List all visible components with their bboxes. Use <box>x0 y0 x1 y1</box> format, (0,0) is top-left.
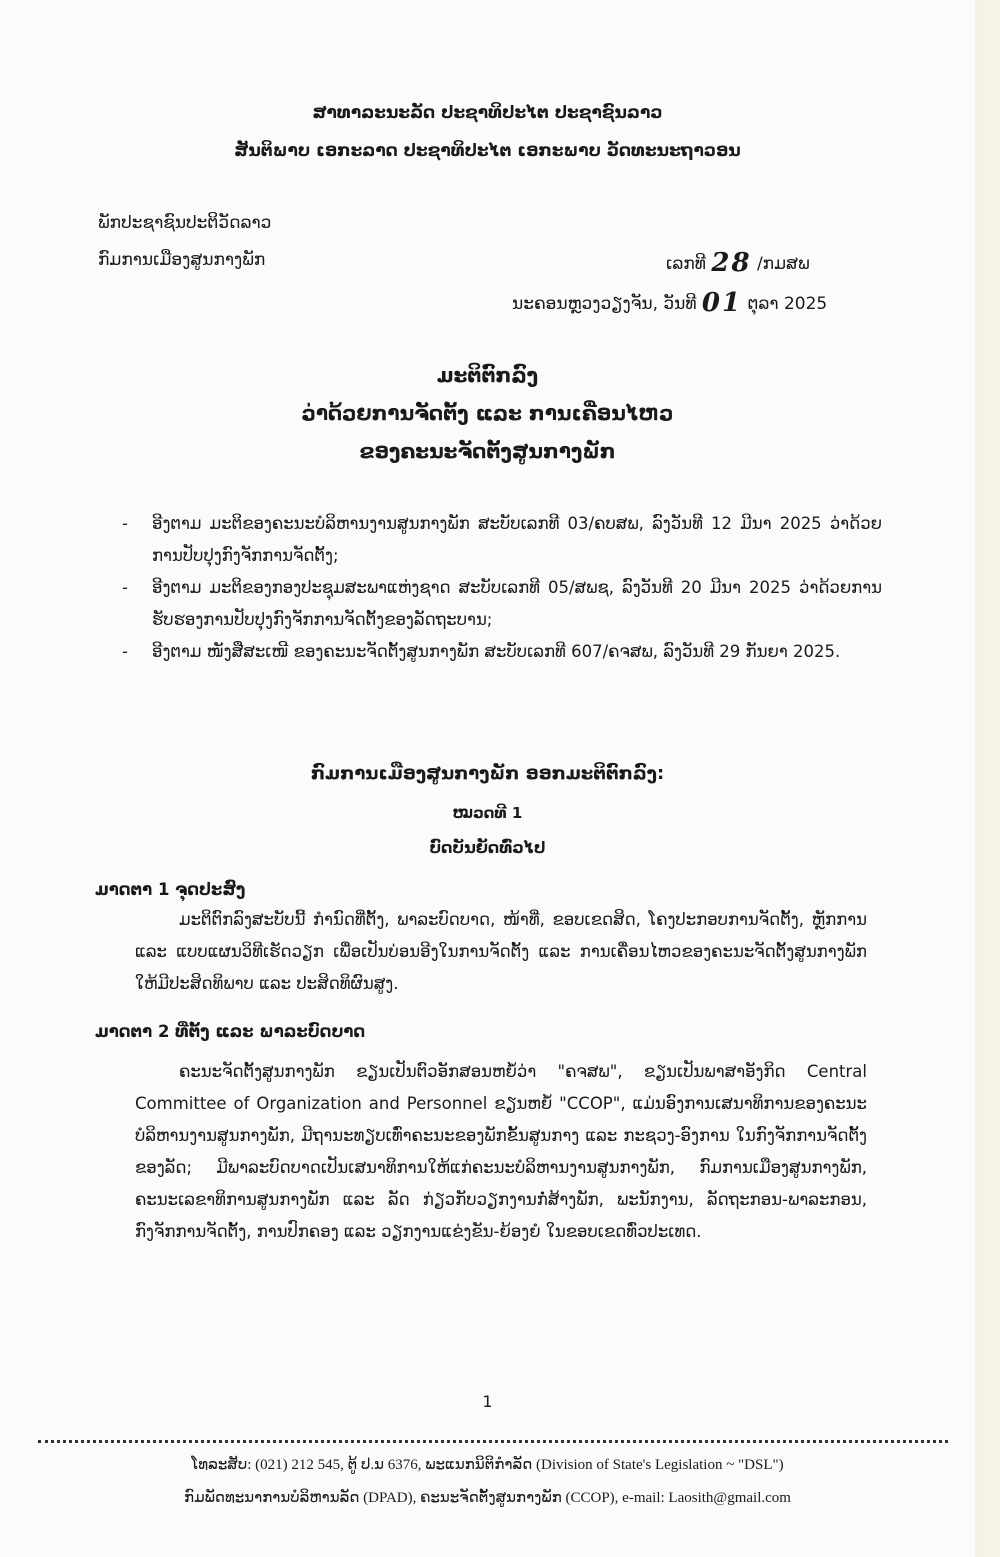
number-prefix: ເລກທີ <box>666 254 706 274</box>
list-item <box>122 636 882 668</box>
motto-header: ສັນຕິພາບ ເອກະລາດ ປະຊາທິປະໄຕ ເອກະພາບ ວັດທະນະຖາວອນ <box>234 141 741 161</box>
chapter-name: ບົດບັນຍັດທົ່ວໄປ <box>429 838 546 857</box>
decision-heading: ກົມການເມືອງສູນກາງພັກ ອອກມະຕິຕົກລົງ: <box>310 763 665 784</box>
title-line-1: ມະຕິຕົກລົງ <box>436 363 539 387</box>
place-date <box>512 288 827 318</box>
article-2-text: ຄະນະຈັດຕັ້ງສູນກາງພັກ ຂຽນເປັນຕົວອັກສອນຫຍໍ້ວ່າ "ຄຈສພ", ຂຽນເປັນພາສາອັງກິດ Central Committee of Organization and Personnel ຂຽນຫຍໍ້ "CCOP", ແມ່ນອົງການເສນາທິການຂອງຄະນະບໍລິຫານງານສູນກາງພັກ, ມີຖານະທຽບເທົ່າຄະນະຂອງພັກຂັ້ນສູນກາງ ແລະ ກະຊວງ-ອົງການ ໃນກົງຈັກການຈັດຕັ້ງຂອງລັດ; ມີພາລະບົດບາດເປັນເສນາທິການໃຫ້ແກ່ຄະນະບໍລິຫານງານສູນກາງພັກ, ກົມການເມືອງສູນກາງພັກ, ຄະນະເລຂາທິການສູນກາງພັກ ແລະ ລັດ ກ່ຽວກັບວຽກງານກໍ່ສ້າງພັກ, ພະນັກງານ, ລັດຖະກອນ-ພາລະກອນ, ກົງຈັກການຈັດຕັ້ງ, ການປົກຄອງ ແລະ ວຽກງານແຂ່ງຂັນ-ຍ້ອງຍໍ ໃນຂອບເຂດທົ່ວປະເທດ. <box>135 1062 867 1241</box>
bullet-text: ອີງຕາມ ມະຕິຂອງຄະນະບໍລິຫານງານສູນກາງພັກ ສະບັບເລກທີ 03/ຄບສພ, ລົງວັນທີ 12 ມີນາ 2025 ວ່າດ້ວຍການປັບປຸງກົງຈັກການຈັດຕັ້ງ; <box>152 514 882 565</box>
bullet-text: ອີງຕາມ ມະຕິຂອງກອງປະຊຸມສະພາແຫ່ງຊາດ ສະບັບເລກທີ 05/ສພຊ, ລົງວັນທີ 20 ມີນາ 2025 ວ່າດ້ວຍການຮັບຮອງການປັບປຸງກົງຈັກການຈັດຕັ້ງຂອງລັດຖະບານ; <box>152 578 882 629</box>
party-name: ພັກປະຊາຊົນປະຕິວັດລາວ <box>98 213 272 233</box>
footer-divider <box>38 1440 948 1443</box>
legal-basis-list <box>122 508 882 668</box>
place-date-prefix: ນະຄອນຫຼວງວຽງຈັນ, ວັນທີ <box>512 294 697 314</box>
title-line-3: ຂອງຄະນະຈັດຕັ້ງສູນກາງພັກ <box>359 439 616 463</box>
chapter-label: ໝວດທີ 1 <box>452 804 523 822</box>
article-1-text: ມະຕິຕົກລົງສະບັບນີ້ ກຳນົດທີ່ຕັ້ງ, ພາລະບົດບາດ, ໜ້າທີ່, ຂອບເຂດສິດ, ໂຄງປະກອບການຈັດຕັ້ງ, ຫຼັກການ ແລະ ແບບແຜນວິທີເຮັດວຽກ ເພື່ອເປັນບ່ອນອີງໃນການຈັດຕັ້ງ ແລະ ການເຄື່ອນໄຫວຂອງຄະນະຈັດຕັ້ງສູນກາງພັກ ໃຫ້ມີປະສິດທິພາບ ແລະ ປະສິດທິຜົນສູງ. <box>135 910 867 993</box>
document-number <box>666 248 810 278</box>
footer-line-2: ກົມພັດທະນາການບໍລິຫານລັດ (DPAD), ຄະນະຈັດຕັ້ງສູນກາງພັກ (CCOP), e-mail: Laosith@gmail.com <box>184 1490 791 1506</box>
number-value: 28 <box>711 248 752 278</box>
article-2-title: ມາດຕາ 2 ທີ່ຕັ້ງ ແລະ ພາລະບົດບາດ <box>95 1022 366 1041</box>
title-line-2: ວ່າດ້ວຍການຈັດຕັ້ງ ແລະ ການເຄື່ອນໄຫວ <box>301 401 674 425</box>
footer-line-1: ໂທລະສັບ: (021) 212 545, ຕູ້ ປ.ນ 6376, ພະແນກນິຕິກຳລັດ (Division of State's Legislation ~ "DSL") <box>191 1457 784 1473</box>
month-year: ຕຸລາ 2025 <box>747 294 828 314</box>
country-header: ສາທາລະນະລັດ ປະຊາທິປະໄຕ ປະຊາຊົນລາວ <box>312 103 663 123</box>
number-suffix: /ກມສພ <box>756 254 810 274</box>
bullet-dash: - <box>122 578 128 597</box>
list-item <box>122 508 882 572</box>
list-item <box>122 572 882 636</box>
document-title <box>0 356 975 470</box>
bullet-dash: - <box>122 514 128 533</box>
page-number: 1 <box>482 1392 493 1411</box>
committee-name: ກົມການເມືອງສູນກາງພັກ <box>98 250 266 270</box>
article-1-title: ມາດຕາ 1 ຈຸດປະສົງ <box>95 880 246 899</box>
bullet-dash: - <box>122 642 128 661</box>
bullet-text: ອີງຕາມ ໜັງສືສະເໜີ ຂອງຄະນະຈັດຕັ້ງສູນກາງພັກ ສະບັບເລກທີ 607/ຄຈສພ, ລົງວັນທີ 29 ກັນຍາ 2025. <box>152 642 841 661</box>
page-edge <box>975 0 1000 1557</box>
day-value: 01 <box>701 288 743 318</box>
